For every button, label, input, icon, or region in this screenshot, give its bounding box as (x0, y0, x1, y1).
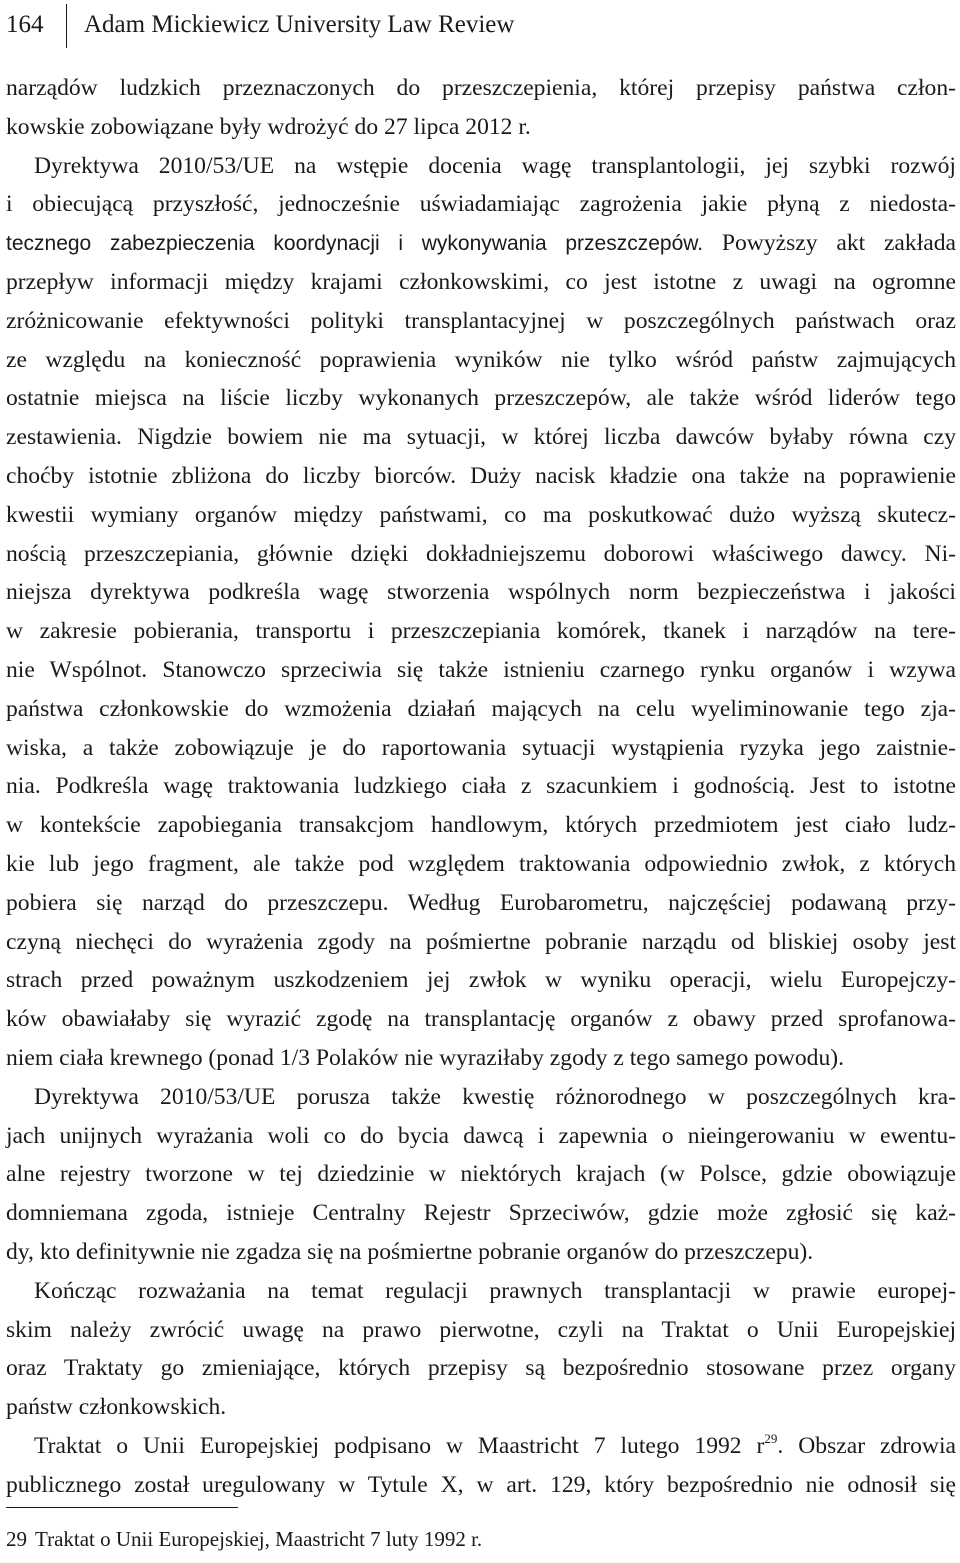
text-line: państwa członkowskie do wzmożenia działań mających na celu wyeliminowanie tego zja- (6, 695, 956, 722)
text-line: w kontekście zapobiegania transakcjom handlowym, których przedmiotem jest ciało ludz- (6, 812, 956, 839)
journal-title: Adam Mickiewicz University Law Review (84, 11, 515, 38)
text-fragment: . Obszar zdrowia (777, 1432, 956, 1459)
text-fragment: Powyższy akt zakłada (703, 230, 956, 257)
body-text (6, 69, 956, 1504)
text-line: publicznego został uregulowany w Tytule X, w art. 129, który bezpośrednio nie odnosił się (6, 1471, 956, 1498)
text-line: w zakresie pobierania, transportu i przeszczepiania komórek, tkanek i narządów na tere- (6, 618, 956, 645)
text-line: niem ciała krewnego (ponad 1/3 Polaków nie wyraziłaby zgody z tego samego powodu). (6, 1044, 844, 1071)
text-line: dy, kto definitywnie nie zgadza się na pośmiertne pobranie organów do przeszczepu). (6, 1238, 814, 1265)
text-line: i obiecującą przyszłość, jednocześnie uświadamiając zagrożenia jakie płyną z niedosta- (6, 191, 956, 218)
text-line: oraz Traktaty go zmieniające, których przepisy są bezpośrednio stosowane przez organy (6, 1355, 956, 1382)
text-line: państw członkowskich. (6, 1394, 227, 1421)
footnote-text: Traktat o Unii Europejskiej, Maastricht 7 luty 1992 r. (35, 1527, 483, 1551)
running-header (0, 4, 960, 44)
text-line: przepływ informacji między krajami członkowskimi, co jest istotne z uwagi na ogromne (6, 268, 956, 295)
text-line: nia. Podkreśla wagę traktowania ludzkiego ciała z szacunkiem i godnością. Jest to istotne (6, 773, 956, 800)
text-line: ostatnie miejsca na liście liczby wykonanych przeszczepów, ale także wśród liderów tego (6, 385, 956, 412)
footnote (6, 1527, 482, 1552)
text-line: niejsza dyrektywa podkreśla wagę stworzenia wspólnych norm bezpieczeństwa i jakości (6, 579, 956, 606)
text-line: kie lub jego fragment, ale także pod względem traktowania odpowiednio zwłok, z których (6, 850, 956, 877)
text-line: narządów ludzkich przeznaczonych do przeszczepienia, której przepisy państwa człon- (6, 75, 956, 101)
text-line (6, 1427, 956, 1466)
text-line: ze względu na konieczność poprawienia wyników nie tylko wśród państw zajmujących (6, 346, 956, 373)
footnote-separator (6, 1507, 238, 1508)
header-divider (66, 4, 67, 48)
text-line: pobiera się narząd do przeszczepu. Według Eurobarometru, najczęściej podawaną przy- (6, 889, 956, 916)
page-number: 164 (6, 11, 44, 38)
text-line: domniemana zgoda, istnieje Centralny Rejestr Sprzeciwów, gdzie może zgłosić się każ- (6, 1200, 956, 1227)
text-line: zróżnicowanie efektywności polityki transplantacyjnej w poszczególnych państwach oraz (6, 307, 956, 334)
footnote-number: 29 (6, 1527, 27, 1551)
text-line: ków obawiałaby się wyrazić zgodę na transplantację organów z obawy przed sprofanowa- (6, 1006, 956, 1033)
text-line: skim należy zwrócić uwagę na prawo pierwotne, czyli na Traktat o Unii Europejskiej (6, 1316, 956, 1343)
text-line (6, 224, 956, 263)
text-line: Dyrektywa 2010/53/UE porusza także kwestię różnorodnego w poszczególnych kra- (34, 1083, 956, 1110)
text-line: Kończąc rozważania na temat regulacji prawnych transplantacji w prawie europej- (34, 1277, 956, 1304)
text-line: czyną niechęci do wyrażenia zgody na pośmiertne pobranie narządu od bliskiej osoby jest (6, 928, 956, 955)
text-line: wiska, a także zobowiązuje je do raportowania sytuacji wystąpienia ryzyka jego zaistnie- (6, 734, 956, 761)
text-fragment: Traktat o Unii Europejskiej podpisano w Maastricht 7 lutego 1992 r (34, 1432, 765, 1459)
text-line: nie Wspólnot. Stanowczo sprzeciwia się także istnieniu czarnego rynku organów i wzywa (6, 656, 956, 683)
text-line: zestawienia. Nigdzie bowiem nie ma sytuacji, w której liczba dawców byłaby równa czy (6, 424, 956, 451)
text-line: choćby istotnie zbliżona do liczby biorców. Duży nacisk kładzie ona także na poprawienie (6, 462, 956, 489)
text-line: nością przeszczepiania, głównie dzięki dokładniejszemu doborowi właściwego dawcy. Ni- (6, 540, 956, 567)
text-line: kowskie zobowiązane były wdrożyć do 27 lipca 2012 r. (6, 113, 531, 140)
footnote-reference[interactable]: 29 (764, 1430, 778, 1446)
text-line: strach przed poważnym uszkodzeniem jej zwłok w wyniku operacji, wielu Europejczy- (6, 967, 956, 994)
text-line: Dyrektywa 2010/53/UE na wstępie docenia wagę transplantologii, jej szybki rozwój (34, 152, 956, 179)
text-line: kwestii wymiany organów między państwami, co ma poskutkować dużo wyższą skutecz- (6, 501, 956, 528)
text-line: jach unijnych wyrażania woli co do bycia dawcą i zapewnia o nieingerowaniu w ewentu- (6, 1122, 956, 1149)
text-line: alne rejestry tworzone w tej dziedzinie w niektórych krajach (w Polsce, gdzie obowiązuje (6, 1161, 956, 1188)
sans-serif-fragment: tecznego zabezpieczenia koordynacji i wykonywania przeszczepów. (6, 232, 704, 256)
